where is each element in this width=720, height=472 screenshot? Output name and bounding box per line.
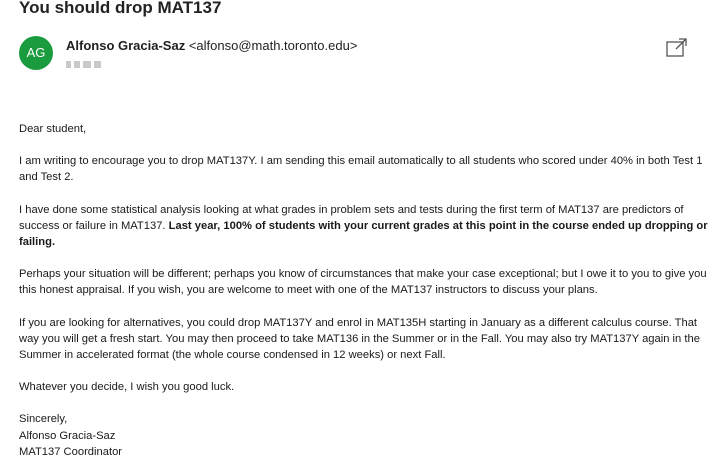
redacted-block — [83, 61, 91, 68]
email-subject: You should drop MAT137 — [19, 0, 222, 17]
paragraph-2-bold: Last year, 100% of students with your current grades at this point in the course ended up dropping or failing. — [19, 219, 708, 249]
paragraph-4: If you are looking for alternatives, you could drop MAT137Y and enrol in MAT135H starting in January as a different calculus course. That way you will get a fresh start. You may then proceed to take MAT136 in the Summer or in the Fall. You may also try MAT137Y again in the Summer in accelerated format (the whole course condensed in 12 weeks) or next Fall. — [19, 316, 700, 362]
recipient-line-redacted — [66, 61, 101, 68]
email-body — [19, 121, 709, 460]
sender-name: Alfonso Gracia-Saz — [66, 38, 186, 53]
paragraph-5: Whatever you decide, I wish you good luck. — [19, 381, 235, 394]
signature-name: Alfonso Gracia-Saz — [19, 429, 116, 442]
sender-email: <alfonso@math.toronto.edu> — [188, 38, 358, 53]
paragraph-2 — [19, 202, 709, 251]
signature-title: MAT137 Coordinator — [19, 445, 123, 458]
paragraph-3: Perhaps your situation will be different; perhaps you know of circumstances that make your case exceptional; but I owe it to you to give you this honest appraisal. If you wish, you are welcome to meet with one of the MAT137 instructors to discuss your plans. — [19, 268, 707, 297]
redacted-block — [66, 61, 71, 68]
avatar: AG — [19, 36, 53, 70]
greeting: Dear student, — [19, 123, 87, 135]
paragraph-2-text: I have done some statistical analysis looking at what grades in problem sets and tests during the first term of MAT137 are predictors of success or failure in MAT137. — [19, 203, 684, 232]
popout-icon[interactable] — [666, 38, 688, 58]
sender-line — [66, 38, 357, 53]
paragraph-1: I am writing to encourage you to drop MAT137Y. I am sending this email automatically to all students who scored under 40% in both Test 1 and Test 2. — [19, 155, 703, 184]
closing: Sincerely, — [19, 413, 68, 426]
redacted-block — [74, 61, 80, 68]
redacted-block — [94, 61, 101, 68]
